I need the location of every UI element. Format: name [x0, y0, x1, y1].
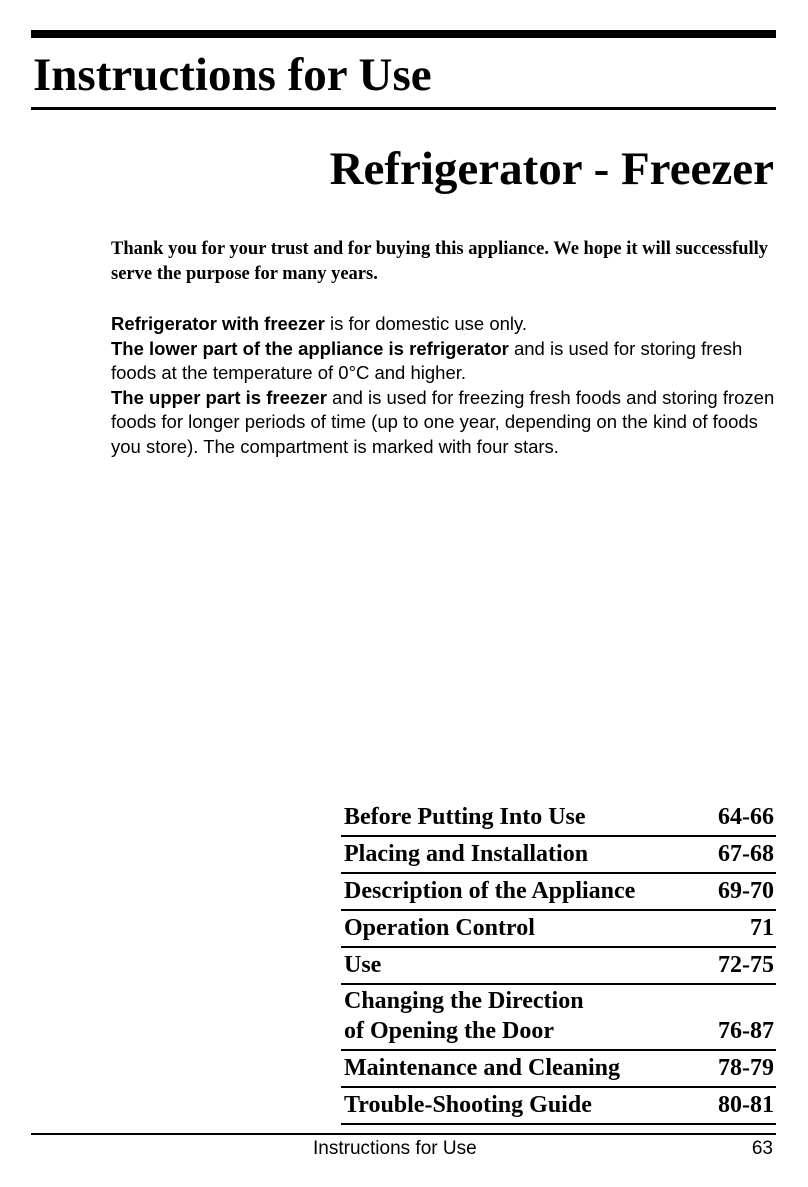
intro-bold: The lower part of the appliance is refrigerator [111, 337, 509, 359]
toc-pages: 80-81 [718, 1092, 774, 1118]
intro-text [111, 312, 781, 459]
document-title: Instructions for Use [33, 49, 432, 101]
title-rule [31, 107, 776, 110]
toc-pages: 67-68 [718, 841, 774, 867]
toc-row[interactable] [341, 800, 776, 837]
intro-text-run: is for domestic use only. [324, 313, 528, 334]
toc-title: Description of the Appliance [344, 878, 636, 904]
footer-label: Instructions for Use [313, 1138, 477, 1159]
toc-pages: 76-87 [718, 1017, 774, 1044]
intro-text-run: and is used for storing fresh foods at the temperature of 0°C and higher. [111, 337, 743, 383]
toc-title: Maintenance and Cleaning [344, 1055, 621, 1081]
toc-title: Operation Control [344, 915, 535, 941]
toc-pages: 69-70 [718, 878, 774, 904]
intro-paragraph-3 [111, 386, 781, 460]
top-rule [31, 30, 776, 38]
intro-paragraph-1 [111, 312, 781, 337]
toc-pages: 64-66 [718, 804, 774, 830]
toc-title: Before Putting Into Use [344, 804, 586, 830]
toc-row[interactable] [341, 837, 776, 874]
toc-title: Placing and Installation [344, 841, 589, 867]
toc-row[interactable] [341, 985, 776, 1051]
toc-title: Use [344, 952, 382, 978]
toc-row[interactable] [341, 874, 776, 911]
toc-title: Changing the Direction of Opening the Door [344, 988, 584, 1044]
toc-pages: 72-75 [718, 952, 774, 978]
toc-pages: 71 [750, 915, 774, 941]
toc-row[interactable] [341, 1088, 776, 1125]
footer-rule [31, 1133, 776, 1135]
table-of-contents [341, 800, 776, 1125]
intro-bold: The upper part is freezer [111, 386, 327, 408]
toc-row[interactable] [341, 1051, 776, 1088]
product-title: Refrigerator - Freezer [329, 143, 774, 195]
toc-title: Trouble-Shooting Guide [344, 1092, 592, 1118]
thank-you-text: Thank you for your trust and for buying this appliance. We hope it will successfully serve the purpose for many years. [111, 239, 769, 284]
intro-text-run: and is used for freezing fresh foods and storing frozen foods for longer periods of time (up to one year, depending on the kind of foods you store). The compartment is marked with four stars. [111, 386, 775, 457]
toc-pages: 78-79 [718, 1055, 774, 1081]
intro-bold: Refrigerator with freezer [111, 313, 325, 334]
toc-row[interactable] [341, 911, 776, 948]
intro-paragraph-2 [111, 337, 781, 386]
toc-row[interactable] [341, 948, 776, 985]
page-number: 63 [751, 1138, 773, 1159]
